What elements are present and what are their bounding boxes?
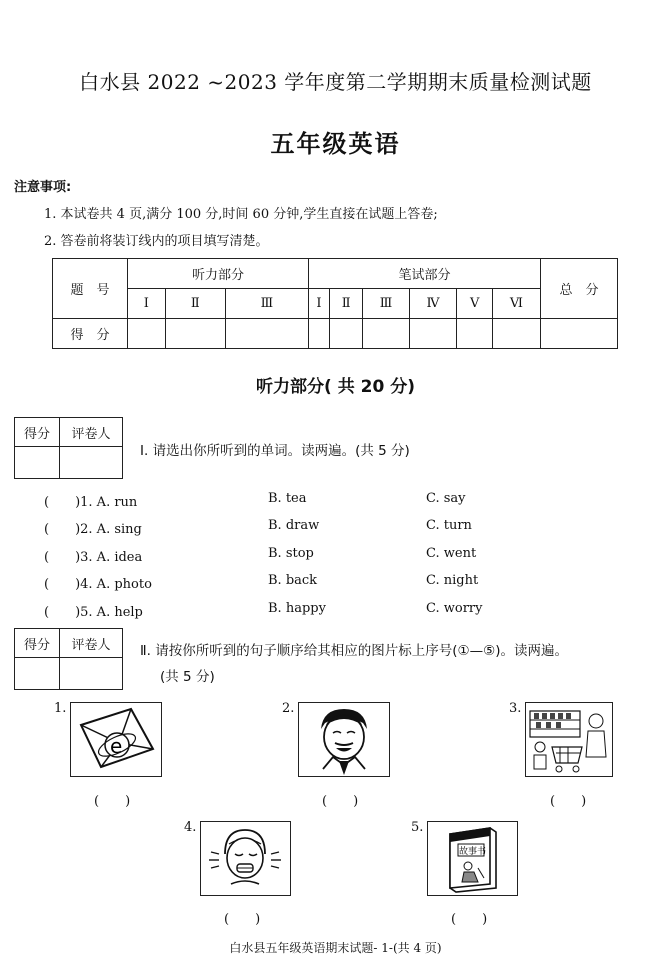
question-4: ( )4. A. photo bbox=[44, 577, 152, 592]
score-cell[interactable] bbox=[165, 319, 225, 349]
storybook-icon bbox=[428, 822, 517, 895]
question-1: ( )1. A. run bbox=[44, 495, 138, 510]
grader-marker-cell[interactable] bbox=[60, 658, 123, 690]
exam-subtitle: 五年级英语 bbox=[270, 130, 401, 158]
picture-5-answer[interactable]: ( ) bbox=[451, 912, 488, 927]
option-3b: B. stop bbox=[268, 546, 314, 561]
picture-3-answer[interactable]: ( ) bbox=[550, 794, 587, 809]
grader-box-2 bbox=[14, 628, 123, 690]
picture-3-supermarket bbox=[525, 702, 613, 777]
score-cell[interactable] bbox=[541, 319, 618, 349]
picture-1-label: 1. bbox=[54, 701, 67, 716]
option-2c: C. turn bbox=[426, 518, 472, 533]
option-3c: C. went bbox=[426, 546, 477, 561]
col-listening-1: Ⅰ bbox=[128, 289, 166, 319]
option-1c: C. say bbox=[426, 491, 466, 506]
page-footer: 白水县五年级英语期末试题- 1-(共 4 页) bbox=[229, 941, 442, 955]
col-writing-3: Ⅲ bbox=[363, 289, 409, 319]
supermarket-icon bbox=[526, 703, 612, 776]
option-2b: B. draw bbox=[268, 518, 320, 533]
grader-score-cell[interactable] bbox=[15, 658, 60, 690]
part1-instruction: Ⅰ. 请选出你所听到的单词。读两遍。(共 5 分) bbox=[140, 443, 410, 459]
option-5c: C. worry bbox=[426, 601, 483, 616]
total-header: 总 分 bbox=[541, 259, 618, 319]
picture-1-email bbox=[70, 702, 162, 777]
listening-section-title: 听力部分( 共 20 分) bbox=[256, 377, 415, 397]
listening-header: 听力部分 bbox=[128, 259, 309, 289]
email-icon bbox=[71, 703, 161, 776]
col-writing-6: Ⅵ bbox=[492, 289, 540, 319]
picture-4-label: 4. bbox=[184, 820, 197, 835]
picture-4-crying-child bbox=[200, 821, 291, 896]
question-2: ( )2. A. sing bbox=[44, 522, 142, 537]
picture-2-man bbox=[298, 702, 390, 777]
picture-1-answer[interactable]: ( ) bbox=[94, 794, 131, 809]
svg-text:e: e bbox=[110, 734, 123, 758]
option-4c: C. night bbox=[426, 573, 479, 588]
col-writing-1: Ⅰ bbox=[308, 289, 329, 319]
score-cell[interactable] bbox=[225, 319, 308, 349]
score-cell[interactable] bbox=[329, 319, 363, 349]
picture-3-label: 3. bbox=[509, 701, 522, 716]
option-5b: B. happy bbox=[268, 601, 326, 616]
grader-marker-label: 评卷人 bbox=[60, 418, 123, 447]
question-5: ( )5. A. help bbox=[44, 605, 143, 620]
grader-marker-cell[interactable] bbox=[60, 447, 123, 479]
picture-4-answer[interactable]: ( ) bbox=[224, 912, 261, 927]
notice-item-1: 1. 本试卷共 4 页,满分 100 分,时间 60 分钟,学生直接在试题上答卷; bbox=[44, 207, 438, 222]
crying-child-icon bbox=[201, 822, 290, 895]
col-listening-3: Ⅲ bbox=[225, 289, 308, 319]
score-cell[interactable] bbox=[128, 319, 166, 349]
notice-heading: 注意事项: bbox=[14, 180, 72, 195]
grader-score-label: 得分 bbox=[15, 418, 60, 447]
col-writing-5: Ⅴ bbox=[457, 289, 492, 319]
col-listening-2: Ⅱ bbox=[165, 289, 225, 319]
grader-score-cell[interactable] bbox=[15, 447, 60, 479]
score-row-label: 得 分 bbox=[53, 319, 128, 349]
col-writing-4: Ⅳ bbox=[409, 289, 457, 319]
score-cell[interactable] bbox=[409, 319, 457, 349]
smiling-man-icon bbox=[299, 703, 389, 776]
grader-score-label: 得分 bbox=[15, 629, 60, 658]
part2-instruction-points: (共 5 分) bbox=[160, 669, 215, 685]
grader-marker-label: 评卷人 bbox=[60, 629, 123, 658]
grader-box-1 bbox=[14, 417, 123, 479]
score-table-row-label: 题 号 bbox=[53, 259, 128, 319]
score-cell[interactable] bbox=[363, 319, 409, 349]
part2-instruction: Ⅱ. 请按你所听到的句子顺序给其相应的图片标上序号(①—⑤)。读两遍。 bbox=[140, 643, 568, 659]
question-3: ( )3. A. idea bbox=[44, 550, 143, 565]
picture-5-label: 5. bbox=[411, 820, 424, 835]
notice-item-2: 2. 答卷前将装订线内的项目填写清楚。 bbox=[44, 234, 269, 249]
exam-title: 白水县 2022 ~2023 学年度第二学期期末质量检测试题 bbox=[79, 70, 592, 94]
score-table bbox=[52, 258, 618, 349]
picture-5-storybook bbox=[427, 821, 518, 896]
storybook-cover-text: 故事书 bbox=[459, 847, 487, 857]
option-4b: B. back bbox=[268, 573, 318, 588]
score-cell[interactable] bbox=[492, 319, 540, 349]
score-cell[interactable] bbox=[308, 319, 329, 349]
writing-header: 笔试部分 bbox=[308, 259, 540, 289]
col-writing-2: Ⅱ bbox=[329, 289, 363, 319]
score-cell[interactable] bbox=[457, 319, 492, 349]
option-1b: B. tea bbox=[268, 491, 307, 506]
picture-2-label: 2. bbox=[282, 701, 295, 716]
picture-2-answer[interactable]: ( ) bbox=[322, 794, 359, 809]
